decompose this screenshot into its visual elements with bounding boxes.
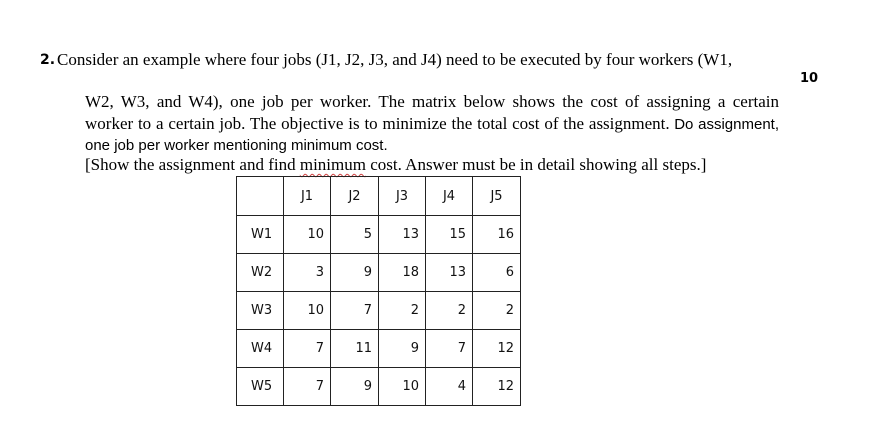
cost-cell: 12 xyxy=(473,330,521,368)
cost-cell: 12 xyxy=(473,368,521,406)
cost-cell: 13 xyxy=(426,254,473,292)
cost-cell: 10 xyxy=(379,368,426,406)
table-row xyxy=(237,368,521,406)
cost-cell: 7 xyxy=(331,292,379,330)
row-header: W4 xyxy=(237,330,284,368)
column-header: J4 xyxy=(426,177,473,216)
cost-cell: 9 xyxy=(331,368,379,406)
cost-cell: 3 xyxy=(284,254,331,292)
cost-cell: 5 xyxy=(331,216,379,254)
cost-cell: 18 xyxy=(379,254,426,292)
column-header: J3 xyxy=(379,177,426,216)
cost-cell: 4 xyxy=(426,368,473,406)
column-header: J2 xyxy=(331,177,379,216)
column-header: J5 xyxy=(473,177,521,216)
cost-cell: 7 xyxy=(284,368,331,406)
cost-cell: 15 xyxy=(426,216,473,254)
cost-cell: 9 xyxy=(331,254,379,292)
cost-matrix-table xyxy=(236,176,521,406)
table-row xyxy=(237,216,521,254)
cost-cell: 10 xyxy=(284,216,331,254)
table-row xyxy=(237,330,521,368)
cost-cell: 2 xyxy=(426,292,473,330)
table-row xyxy=(237,254,521,292)
question-paragraph-serif: W2, W3, and W4), one job per worker. The matrix below shows the cost of assigning a certain worker to a certain job. The objective is to minimize the total cost of the assignment. xyxy=(85,92,779,133)
cost-cell: 6 xyxy=(473,254,521,292)
cost-cell: 7 xyxy=(284,330,331,368)
question-paragraph xyxy=(85,91,779,156)
row-header: W1 xyxy=(237,216,284,254)
cost-cell: 9 xyxy=(379,330,426,368)
table-row xyxy=(237,292,521,330)
marks-value: 10 xyxy=(800,71,819,86)
instruction-part-1: [Show the assignment and find xyxy=(85,155,300,174)
cost-cell: 16 xyxy=(473,216,521,254)
instruction-part-2: cost. Answer must be in detail showing all steps.] xyxy=(365,155,707,174)
question-number: 2. xyxy=(40,52,56,68)
instruction-underlined-word: minimum xyxy=(299,155,366,174)
question-line-1: Consider an example where four jobs (J1, J2, J3, and J4) need to be executed by four workers (W1, xyxy=(57,50,733,69)
row-header: W3 xyxy=(237,292,284,330)
cost-cell: 2 xyxy=(379,292,426,330)
row-header: W2 xyxy=(237,254,284,292)
question-instruction xyxy=(85,154,706,176)
corner-cell xyxy=(237,177,284,216)
cost-cell: 7 xyxy=(426,330,473,368)
row-header: W5 xyxy=(237,368,284,406)
cost-cell: 13 xyxy=(379,216,426,254)
cost-cell: 2 xyxy=(473,292,521,330)
cost-cell: 11 xyxy=(331,330,379,368)
column-header: J1 xyxy=(284,177,331,216)
cost-cell: 10 xyxy=(284,292,331,330)
header-row xyxy=(237,177,521,216)
question-paragraph-sans: Do assignment, one job per worker mentioning minimum cost. xyxy=(85,116,780,154)
